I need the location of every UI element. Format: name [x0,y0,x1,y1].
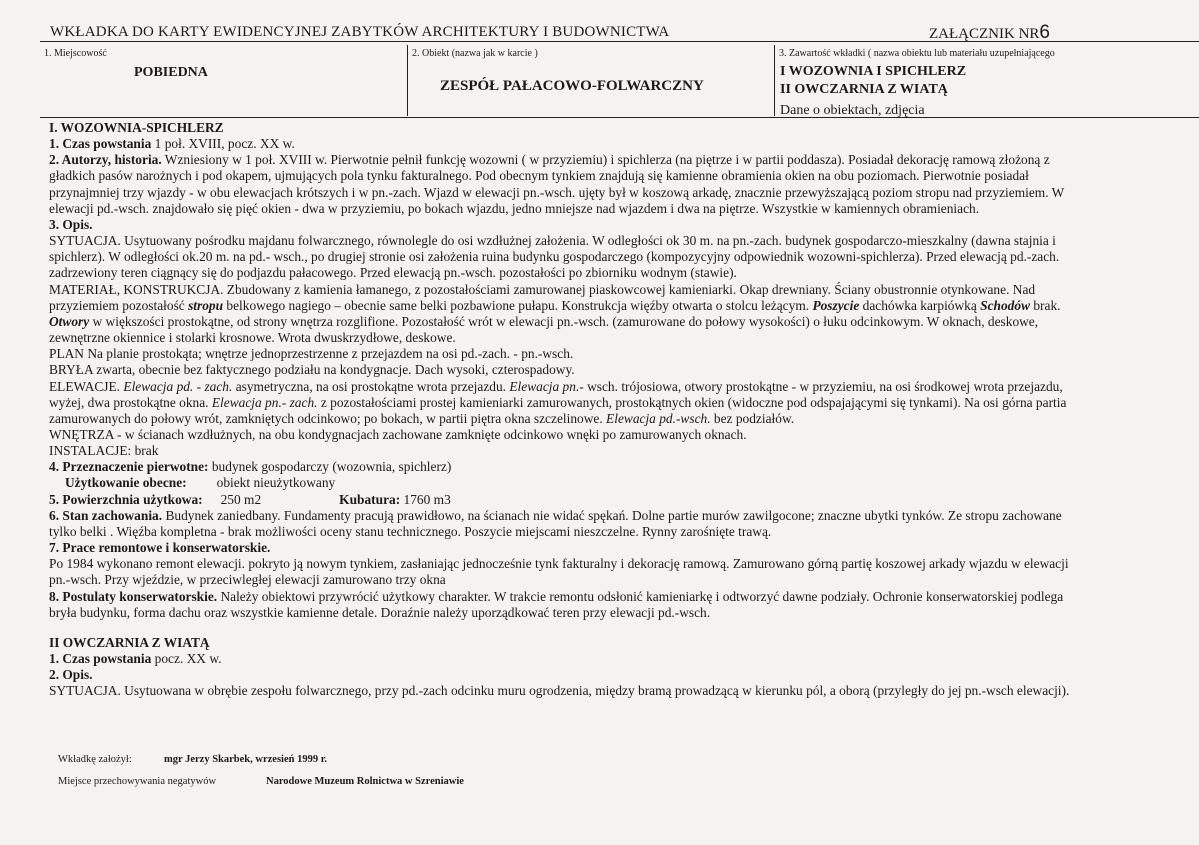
s1-elew-pn-zach: Elewacja pn.- zach. [211,394,318,410]
s1-bryla: BRYŁA zwarta, obecnie bez faktycznego podziału na kondygnacje. Dach wysoki, czterospadowy. [49,362,575,378]
s1-item-4b-label: Użytkowanie obecne: [65,475,187,491]
s1-elewacje [49,379,1075,427]
s1-item-5b-label: Kubatura: [339,491,401,507]
s1-elew-pd-wsch: Elewacja pd.-wsch. [606,410,711,426]
s1-material [49,282,1075,347]
footer-author [58,754,328,765]
footer-author-value: mgr Jerzy Skarbek, wrzesień 1999 r. [164,754,328,765]
field-object [408,45,775,116]
s1-plan: PLAN Na planie prostokąta; wnętrze jednoprzestrzenne z przejazdem na osi pd.-zach. - pn.-wsch. [49,346,574,362]
header-bottom-rule [40,117,1199,118]
section-2-heading: II OWCZARNIA Z WIATĄ [49,634,210,650]
s1-item-5-value: 250 m2 [220,491,262,507]
s1-item-8-text: Należy obiektowi przywrócić użytkowy charakter. W trakcie remontu odsłonić kamieniarkę i odtworzyć dawne podziały. Ochronie konserwatorskiej podlega bryła budynku, forma dachu oraz wszystkie kamienne detale. Doraźnie należy uporządkować teren przy elewacji pd.-wsch. [49,588,1064,620]
s1-item-5b-value: 1760 m3 [400,491,451,507]
s1-item-6 [49,508,1075,540]
s1-item-8 [49,589,1075,621]
footer-storage [58,776,464,787]
s1-item-6-label: 6. Stan zachowania. [49,507,163,523]
s1-item-2 [49,152,1075,217]
field-contents-line-2: II OWCZARNIA Z WIATĄ [780,82,948,97]
s1-item-4 [49,459,1075,475]
s1-item-5 [49,492,1075,508]
footer-storage-value: Narodowe Muzeum Rolnictwa w Szreniawie [266,776,464,787]
s2-item-1-label: 1. Czas powstania [49,651,152,666]
s1-elew-text-b: asymetryczna, na osi prostokątne wrota przejazdu. [232,378,510,394]
s1-item-1 [49,136,1075,152]
s2-item-1-value: pocz. XX w. [151,651,222,666]
field-contents-line-3: Dane o obiektach, zdjęcia [780,103,925,118]
field-contents-label: 3. Zawartość wkładki ( nazwa obiektu lub materiału uzupełniającego [779,48,1055,59]
s1-item-4b-value: obiekt nieużytkowany [216,475,336,491]
s1-material-text-a: MATERIAŁ, KONSTRUKCJA. Zbudowany z kamienia łamanego, z pozostałościami zamurowanej piaskowcowej kamieniarki. Okap drewniany. Ściany obustronnie otynkowane. Nad przyziemiem pozostałość [49,281,1036,313]
s2-item-1 [49,651,1075,667]
s1-elew-pd-zach: Elewacja pd. - zach. [123,378,233,394]
s1-material-strop: stropu [188,297,224,313]
footer-storage-label: Miejsce przechowywania negatywów [58,776,217,787]
section-gap [49,621,1075,635]
s1-item-8-label: 8. Postulaty konserwatorskie. [49,588,218,604]
field-object-label: 2. Obiekt (nazwa jak w karcie ) [412,48,538,59]
s1-material-poszycie: Poszycie [812,297,860,313]
s1-instalacje: INSTALACJE: brak [49,443,159,459]
s1-material-text-c: dachówka karpiówką [859,297,981,313]
s1-item-2-label: 2. Autorzy, historia. [49,152,162,168]
s1-elew-text-a: ELEWACJE. [49,378,124,394]
footer-author-label: Wkładkę założył: [58,754,132,765]
field-locality-value: POBIEDNA [134,65,208,80]
s1-material-schodow: Schodów [980,297,1030,313]
s1-item-5-label: 5. Powierzchnia użytkowa: [49,491,203,507]
s1-sytuacja: SYTUACJA. Usytuowany pośrodku majdanu folwarcznego, równolegle do osi wzdłużnej założenia. W odległości ok 30 m. na pn.-zach. budynek gospodarczo-mieszkalny (dawna stajnia i spichlerz). W odległości ok.20 m. na pd.- wsch., po drugiej stronie osi założenia ruina budynku gospodarczego (kompozycyjny odpowiednik wozowni-spichlerza). Przed elewacją pd.-zach. zadrzewiony teren ciągnący się do podjazdu pałacowego. Przed elewacją pn.-wsch. pozostałości po zbiorniku wodnym (stawie). [49,233,1060,281]
s2-item-2-label: 2. Opis. [49,667,93,683]
attachment-text: ZAŁĄCZNIK NR [929,26,1040,42]
s1-material-otwory: Otwory [49,313,90,329]
field-contents-line-1: I WOZOWNIA I SPICHLERZ [780,64,967,79]
top-rule [40,41,1199,42]
s1-elew-text-d: z pozostałościami prostej kamieniarki zamurowanych, prostokątnych okien (widoczne pod odspajającymi się tynkami). Na osi górna partia zamurowanych do połowy wrót, zamkniętych odcinkowo; po bokach, w partii piętra okna szczelinowe. [49,394,1067,426]
field-contents [775,45,1199,116]
field-object-value: ZESPÓŁ PAŁACOWO-FOLWARCZNY [440,78,704,94]
s1-item-4-value: budynek gospodarczy (wozownia, spichlerz) [208,459,452,475]
attachment-number: 6 [1039,22,1050,43]
s1-item-7-text: Po 1984 wykonano remont elewacji. pokryto ją nowym tynkiem, zasłaniając jednocześnie tynk fakturalny i dekorację ramową. Zamurowano górną partię koszowej arkady wjazdu w elewacji pn.-wsch. Przy wjeździe, w przeciwległej elewacji zamurowano trzy okna [49,556,1069,588]
s1-item-6-text: Budynek zaniedbany. Fundamenty pracują prawidłowo, na ścianach nie widać spękań. Dolne partie murów zawilgocone; znaczne ubytki tynków. Ze stropu zachowane tylko belki . Więźba kompletna - brak możliwości oceny stanu technicznego. Poszycie miejscami nieszczelne. Rynny zarośnięte trawą. [49,507,1062,539]
s1-item-4b [49,475,1075,491]
s2-sytuacja: SYTUACJA. Usytuowana w obrębie zespołu folwarcznego, przy pd.-zach odcinku muru ogrodzenia, między bramą prowadzącą w kierunku pól, a oborą (przyległy do jej pn.-wsch elewacji). [49,683,1070,699]
s1-elew-text-c: wsch. trójosiowa, otwory prostokątne - w przyziemiu, na osi środkowej wrota przejazdu, wyżej, dwa prostokątne okna. [49,378,1063,410]
s1-item-4-label: 4. Przeznaczenie pierwotne: [49,459,209,475]
s1-material-text-d: brak. [1030,297,1061,313]
s1-material-text-b: belkowego nagiego – obecnie same belki pozbawione pułapu. Konstrukcja więźby otwarta o stolcu leżącym. [223,297,813,313]
s1-item-1-value: 1 poł. XVIII, pocz. XX w. [151,136,295,152]
s1-item-3-label: 3. Opis. [49,216,93,232]
s1-material-text-e: w większości prostokątne, od strony wnętrza rozglifione. Pozostałość wrót w elewacji pn.-wsch. (zamurowane do połowy wysokości) o łuku odcinkowym. W oknach, deskowe, zewnętrzne okiennice i stolarki krosnowe. Wrota dwuskrzydłowe, deskowe. [49,313,1039,346]
document-body [49,120,1075,699]
s1-item-7-label: 7. Prace remontowe i konserwatorskie. [49,540,271,556]
s1-item-1-label: 1. Czas powstania [49,136,152,152]
field-locality-label: 1. Miejscowość [44,48,107,59]
document-title: WKŁADKA DO KARTY EWIDENCYJNEJ ZABYTKÓW ARCHITEKTURY I BUDOWNICTWA [50,24,670,40]
s1-elew-pn: Elewacja pn.- [509,378,584,394]
field-locality [40,45,408,116]
s1-wnetrza: WNĘTRZA - w ścianach wzdłużnych, na obu kondygnacjach zachowane zamknięte odcinkowo wnęki po zamurowanych oknach. [49,426,747,442]
s1-item-2-text: Wzniesiony w 1 poł. XVIII w. Pierwotnie pełnił funkcję wozowni ( w przyziemiu) i spichlerza (na piętrze i w partii poddasza). Posiadał dekorację ramową złożoną z gładkich pasów narożnych i pod okapem, ujmujących pola tynku fakturalnego. Pod obecnym tynkiem znajdują się kamienne obramienia okien na obu poziomach. Pierwotnie posiadał przynajmniej trzy wjazdy - w obu elewacjach krótszych i w pn.-zach. Wjazd w elewacji pn.-wsch. ujęty był w koszową arkadę, znacznie przewyższającą poziom stropu nad przyziemiem. W elewacji pd.-wsch. znajdowało się pięć okien - dwa w przyziemiu, po bokach wjazdu, jedno mniejsze nad wjazdem i dwa na piętrze. Wszystkie w kamiennych obramieniach. [49,152,1065,216]
section-1-heading: I. WOZOWNIA-SPICHLERZ [49,120,224,135]
s1-elew-text-e: bez podziałów. [710,410,795,426]
